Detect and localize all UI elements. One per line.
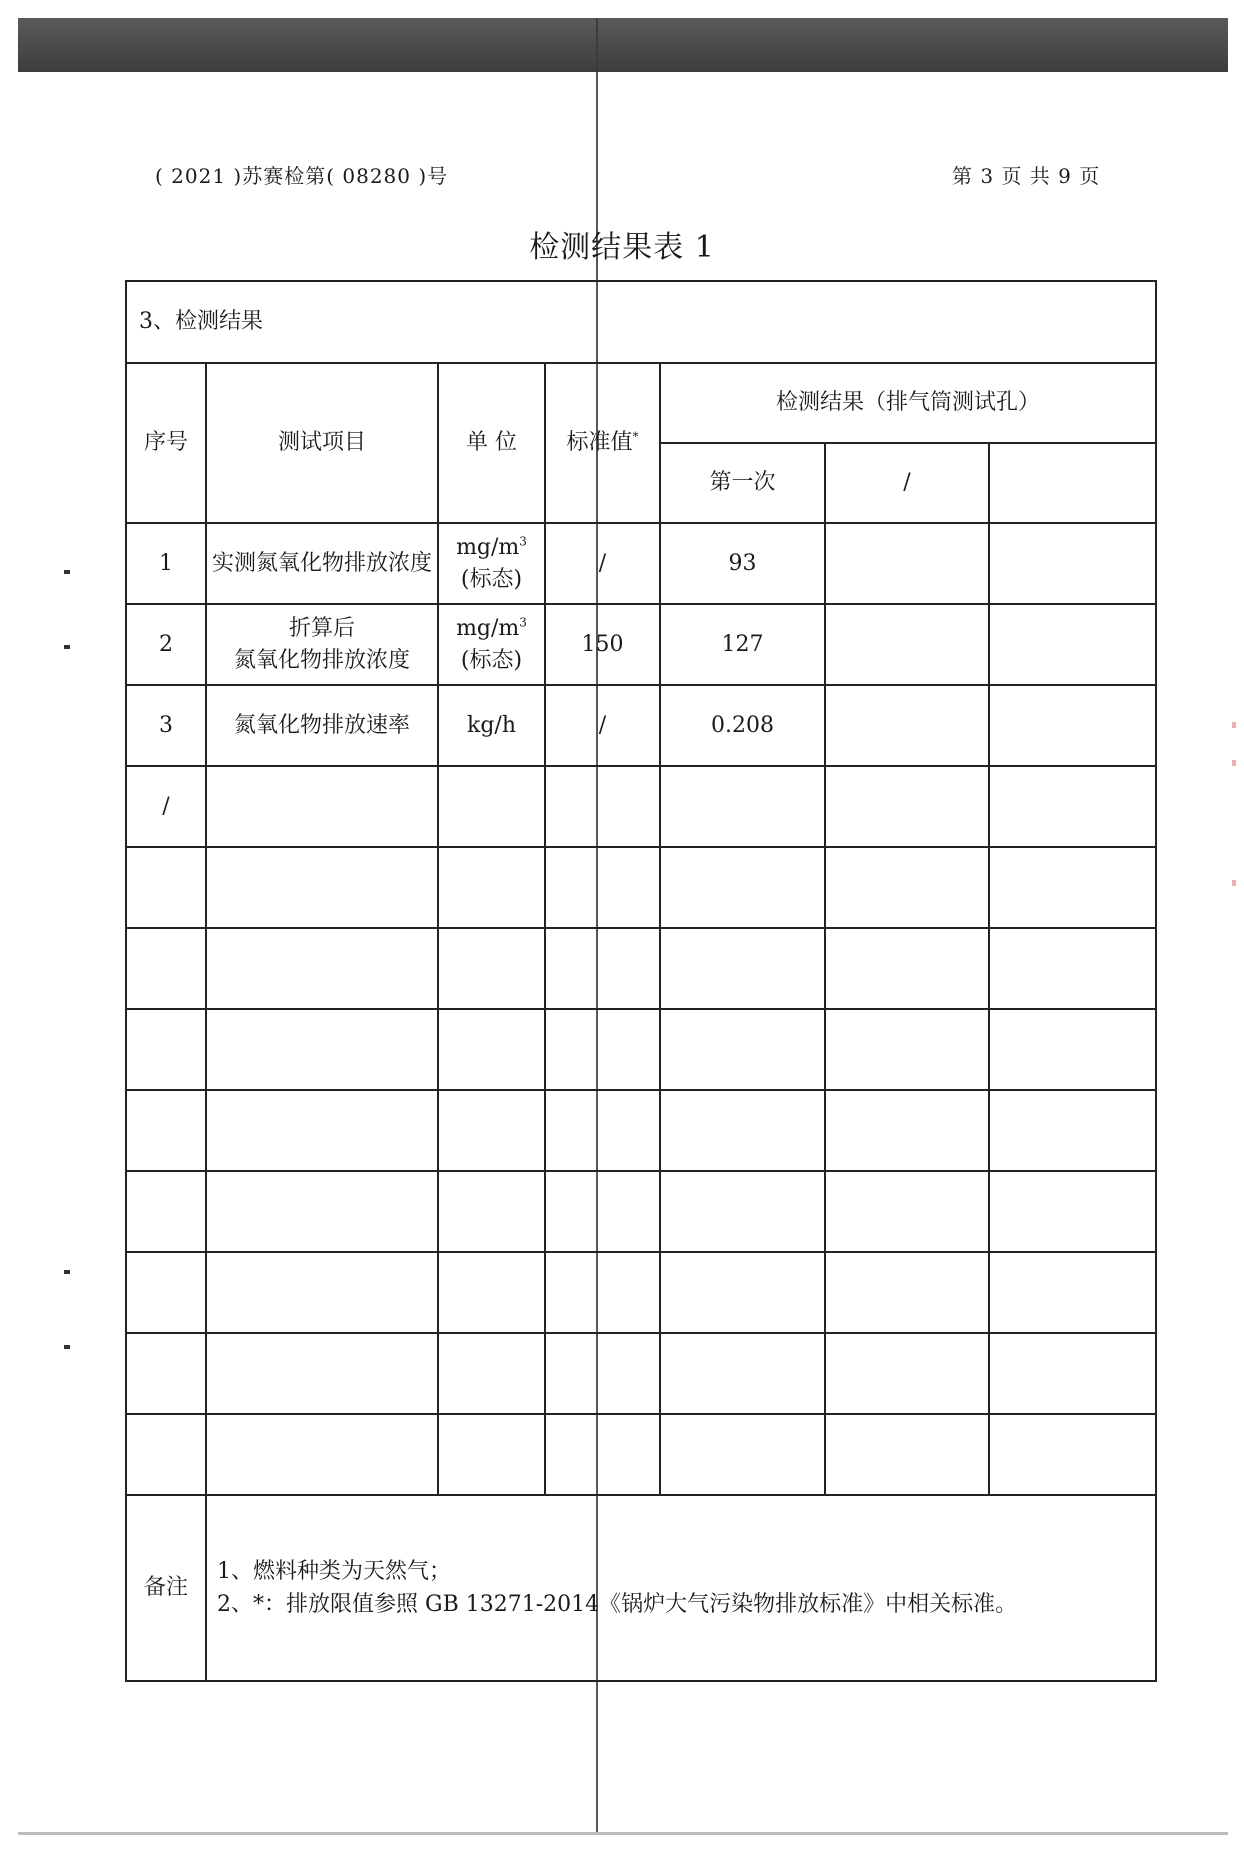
- empty-cell: [989, 847, 1156, 928]
- empty-cell: [545, 1171, 660, 1252]
- row-item-line1: 折算后: [288, 615, 355, 641]
- remarks-label: 备注: [126, 1495, 206, 1681]
- empty-cell: [989, 1090, 1156, 1171]
- empty-cell: [660, 1414, 825, 1495]
- empty-cell: [206, 1252, 438, 1333]
- empty-cell: [206, 1414, 438, 1495]
- table-row-empty: [126, 1009, 1156, 1090]
- row-third: [989, 523, 1156, 604]
- row-second: [825, 523, 989, 604]
- empty-cell: [825, 1252, 989, 1333]
- empty-cell: [825, 928, 989, 1009]
- row-first: 93: [660, 523, 825, 604]
- empty-cell: [438, 928, 545, 1009]
- empty-cell: [126, 1009, 206, 1090]
- unit-sup: 3: [519, 615, 527, 630]
- stamp-trace: [1232, 722, 1236, 728]
- empty-cell: [660, 1333, 825, 1414]
- row-item-line2: 氮氧化物排放浓度: [233, 647, 410, 673]
- empty-cell: [825, 1009, 989, 1090]
- stamp-trace: [1232, 760, 1236, 766]
- row-seq: 3: [126, 685, 206, 766]
- header-result-group: 检测结果（排气筒测试孔）: [660, 363, 1156, 443]
- empty-cell: [126, 847, 206, 928]
- header-seq: 序号: [126, 363, 206, 523]
- unit-note: (标态): [460, 647, 523, 673]
- results-table: [125, 280, 1157, 1682]
- empty-cell: [545, 1333, 660, 1414]
- row-standard: 150: [545, 604, 660, 685]
- empty-cell: [545, 928, 660, 1009]
- row-second: [825, 685, 989, 766]
- row-first: 0.208: [660, 685, 825, 766]
- empty-cell: [438, 1090, 545, 1171]
- row-third: [989, 604, 1156, 685]
- header-unit: 单 位: [438, 363, 545, 523]
- header-third: [989, 443, 1156, 523]
- empty-cell: [989, 1333, 1156, 1414]
- table-row-empty: [126, 1171, 1156, 1252]
- row-seq: 2: [126, 604, 206, 685]
- table-row-empty: [126, 1252, 1156, 1333]
- empty-cell: [438, 1171, 545, 1252]
- scan-speck: [64, 570, 70, 574]
- table-row: [126, 766, 1156, 847]
- row-item: [206, 766, 438, 847]
- empty-cell: [126, 1414, 206, 1495]
- header-first: 第一次: [660, 443, 825, 523]
- empty-cell: [126, 928, 206, 1009]
- row-unit: [438, 523, 545, 604]
- empty-cell: [989, 1171, 1156, 1252]
- scan-speck: [64, 645, 70, 649]
- empty-cell: [545, 1090, 660, 1171]
- empty-cell: [438, 1009, 545, 1090]
- table-row: [126, 523, 1156, 604]
- unit-main: mg/m: [456, 534, 520, 560]
- table-row-empty: [126, 928, 1156, 1009]
- header-standard: [545, 363, 660, 523]
- header-standard-label: 标准值: [566, 430, 633, 456]
- empty-cell: [825, 1414, 989, 1495]
- section-title: 3、检测结果: [126, 281, 1156, 363]
- empty-cell: [126, 1171, 206, 1252]
- empty-cell: [545, 1009, 660, 1090]
- empty-cell: [660, 1252, 825, 1333]
- row-item: 氮氧化物排放速率: [206, 685, 438, 766]
- document-number: ( 2021 )苏赛检第( 08280 )号: [155, 164, 449, 188]
- row-item: 实测氮氧化物排放浓度: [206, 523, 438, 604]
- scan-speck: [64, 1345, 70, 1349]
- row-standard: /: [545, 523, 660, 604]
- empty-cell: [206, 1009, 438, 1090]
- table-row-empty: [126, 1333, 1156, 1414]
- header-second: /: [825, 443, 989, 523]
- unit-main: mg/m: [456, 615, 520, 641]
- unit-note: (标态): [460, 566, 523, 592]
- row-second: [825, 604, 989, 685]
- table-row-empty: [126, 1414, 1156, 1495]
- row-second: [825, 766, 989, 847]
- table-row: [126, 685, 1156, 766]
- row-standard: [545, 766, 660, 847]
- table-row-empty: [126, 847, 1156, 928]
- empty-cell: [126, 1090, 206, 1171]
- empty-cell: [545, 1414, 660, 1495]
- empty-cell: [206, 1090, 438, 1171]
- page-indicator: 第 3 页 共 9 页: [952, 164, 1101, 188]
- empty-cell: [438, 1252, 545, 1333]
- empty-cell: [660, 1090, 825, 1171]
- empty-cell: [825, 1090, 989, 1171]
- scan-edge-bar: [18, 18, 1228, 72]
- page-title: 检测结果表 1: [529, 230, 715, 265]
- empty-cell: [206, 1333, 438, 1414]
- row-seq: /: [126, 766, 206, 847]
- remark-line: 2、*：排放限值参照 GB 13271-2014《锅炉大气污染物排放标准》中相关标准。: [217, 1592, 1018, 1617]
- empty-cell: [825, 847, 989, 928]
- empty-cell: [989, 1414, 1156, 1495]
- unit-sup: 3: [519, 534, 527, 549]
- header-item: 测试项目: [206, 363, 438, 523]
- empty-cell: [126, 1333, 206, 1414]
- header-standard-mark: *: [632, 429, 639, 444]
- row-third: [989, 685, 1156, 766]
- empty-cell: [989, 1252, 1156, 1333]
- row-standard: /: [545, 685, 660, 766]
- row-unit: kg/h: [438, 685, 545, 766]
- row-unit: [438, 766, 545, 847]
- empty-cell: [660, 1009, 825, 1090]
- scan-bottom-edge: [18, 1832, 1228, 1835]
- remark-line: 1、燃料种类为天然气；: [217, 1559, 451, 1584]
- row-unit: [438, 604, 545, 685]
- row-first: [660, 766, 825, 847]
- empty-cell: [206, 847, 438, 928]
- table-row-empty: [126, 1090, 1156, 1171]
- empty-cell: [438, 847, 545, 928]
- table-row: [126, 604, 1156, 685]
- empty-cell: [126, 1252, 206, 1333]
- row-item: [206, 604, 438, 685]
- empty-cell: [545, 1252, 660, 1333]
- empty-cell: [989, 1009, 1156, 1090]
- empty-cell: [825, 1171, 989, 1252]
- empty-cell: [989, 928, 1156, 1009]
- empty-cell: [206, 1171, 438, 1252]
- empty-cell: [545, 847, 660, 928]
- empty-cell: [206, 928, 438, 1009]
- empty-cell: [438, 1414, 545, 1495]
- row-third: [989, 766, 1156, 847]
- empty-cell: [438, 1333, 545, 1414]
- row-seq: 1: [126, 523, 206, 604]
- stamp-trace: [1232, 880, 1236, 886]
- empty-cell: [660, 847, 825, 928]
- scan-speck: [64, 1270, 70, 1274]
- row-first: 127: [660, 604, 825, 685]
- empty-cell: [660, 928, 825, 1009]
- empty-cell: [660, 1171, 825, 1252]
- remarks-content: [206, 1495, 1156, 1681]
- empty-cell: [825, 1333, 989, 1414]
